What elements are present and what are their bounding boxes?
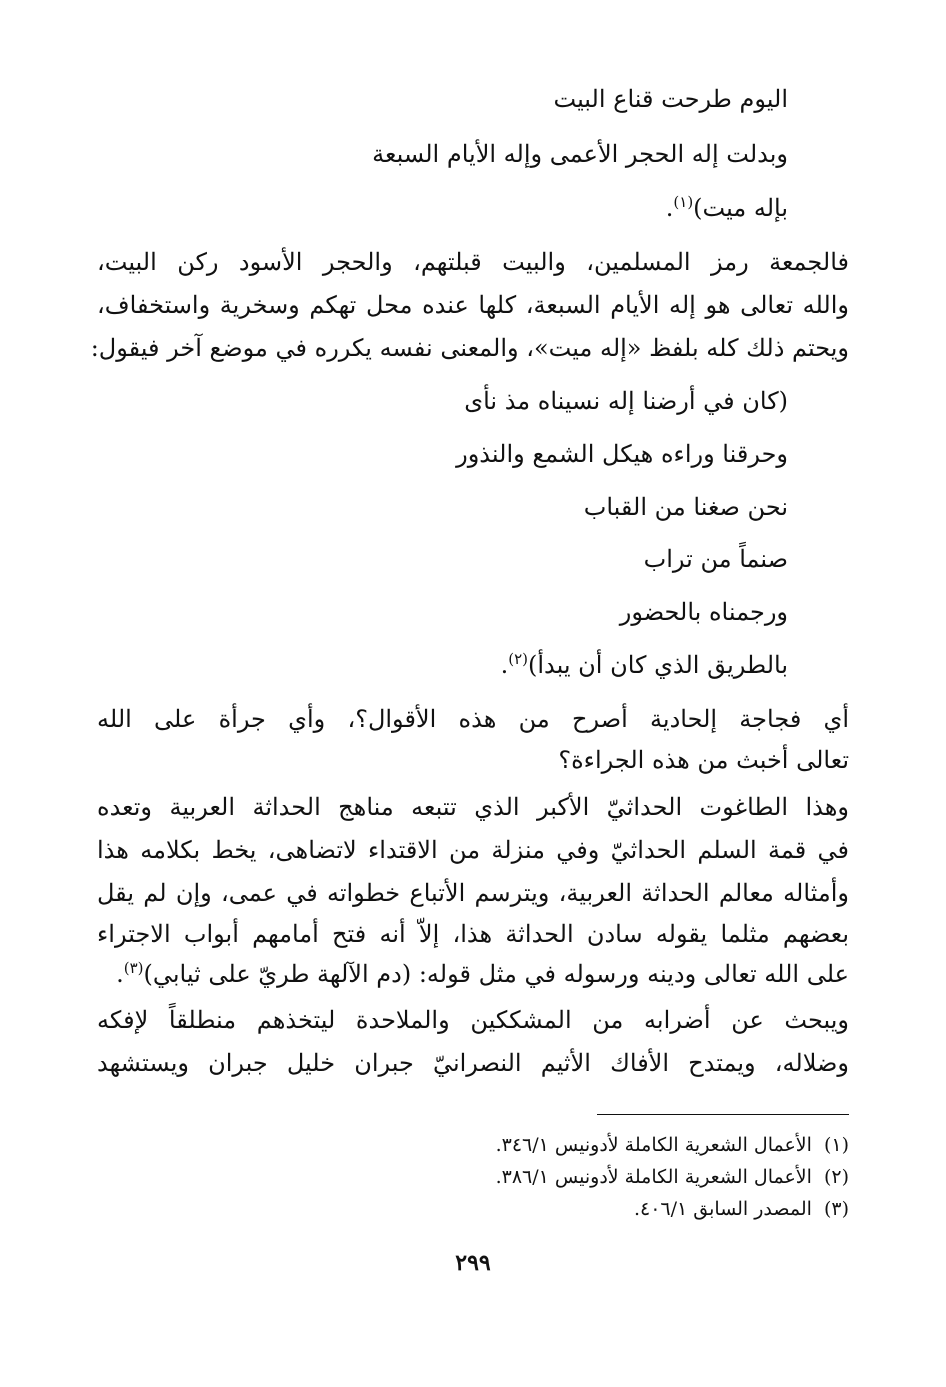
- body-line: [97, 917, 849, 951]
- verse-text: ورجمناه بالحضور: [619, 598, 788, 626]
- verse-line: [501, 648, 788, 682]
- body-line: [97, 876, 849, 910]
- verse-text: صنماً من تراب: [643, 545, 788, 573]
- body-text: والله تعالى هو إله الأيام السبعة، كلها عنده محل تهكم وسخرية واستخفاف،: [97, 291, 849, 319]
- verse-line: [372, 137, 788, 171]
- footnote: [496, 1163, 849, 1191]
- verse-line: [666, 191, 788, 225]
- verse-text: اليوم طرحت قناع البيت: [553, 85, 788, 113]
- footnote: [496, 1131, 849, 1159]
- body-line: [97, 1003, 849, 1037]
- footnote-number: (٢): [823, 1166, 849, 1188]
- body-line: [97, 790, 849, 824]
- body-line: [91, 331, 849, 365]
- verse-punct: .: [500, 651, 509, 679]
- footnote-ref: (١): [673, 193, 694, 211]
- body-line: [558, 743, 849, 777]
- footnote: [634, 1195, 849, 1223]
- verse-line: [584, 490, 788, 524]
- page-number: ٢٩٩: [455, 1250, 491, 1276]
- body-text: ويبحث عن أضرابه من المشككين والملاحدة ليتخذهم منطلقاً لإفكه: [97, 1006, 849, 1034]
- body-text: وأمثاله معالم الحداثة العربية، ويترسم الأتباع خطواته في عمى، وإن لم يقل: [97, 879, 849, 907]
- body-text: فالجمعة رمز المسلمين، والبيت قبلتهم، والحجر الأسود ركن البيت،: [97, 248, 849, 276]
- verse-text: بالطريق الذي كان أن يبدأ): [527, 651, 788, 679]
- body-line: [116, 957, 849, 991]
- verse-text: (كان في أرضنا إله نسيناه مذ نأى: [464, 387, 788, 415]
- verse-line: [620, 595, 788, 629]
- footnote-text: المصدر السابق ٤٠٦/١.: [633, 1198, 812, 1220]
- footnote-separator: [597, 1114, 849, 1115]
- verse-line: [644, 542, 788, 576]
- footnote-text: الأعمال الشعرية الكاملة لأدونيس ٣٨٦/١.: [495, 1166, 812, 1188]
- footnote-ref: (٣): [123, 959, 144, 977]
- verse-line: [554, 82, 789, 116]
- body-line: [97, 833, 849, 867]
- footnote-number: (٣): [823, 1198, 849, 1220]
- body-text: على الله تعالى ودينه ورسوله في مثل قوله: (دم الآلهة طريّ على ثيابي): [143, 960, 849, 988]
- body-text: وهذا الطاغوت الحداثيّ الأكبر الذي تتبعه مناهج الحداثة العربية وتعده: [97, 793, 849, 821]
- body-line: [97, 245, 849, 279]
- footnote-ref: (٢): [508, 650, 528, 668]
- verse-punct: .: [665, 194, 674, 222]
- body-text: بعضهم مثلما يقوله سادن الحداثة هذا، إلاّ أنه فتح أمامهم أبواب الاجتراء: [97, 920, 849, 948]
- footnote-text: الأعمال الشعرية الكاملة لأدونيس ٣٤٦/١.: [495, 1134, 812, 1156]
- body-line: [97, 1046, 849, 1080]
- verse-text: بإله ميت): [693, 194, 788, 222]
- verse-text: وحرقنا وراءه هيكل الشمع والنذور: [456, 440, 788, 468]
- verse-text: نحن صغنا من القباب: [583, 493, 788, 521]
- verse-text: وبدلت إله الحجر الأعمى وإله الأيام السبعة: [372, 140, 788, 168]
- body-text: في قمة السلم الحداثيّ وفي منزلة من الاقتداء لاتضاهى، يخط بكلامه هذا: [97, 836, 849, 864]
- body-text: أي فجاجة إلحادية أصرح من هذه الأقوال؟، وأي جرأة على الله: [97, 705, 849, 733]
- body-line: [97, 288, 849, 322]
- verse-line: [464, 384, 788, 418]
- body-line: [97, 702, 849, 736]
- body-text: وضلاله، ويمتدح الأفاك الأثيم النصرانيّ جبران خليل جبران ويستشهد: [97, 1049, 849, 1077]
- footnote-number: (١): [823, 1134, 849, 1156]
- body-text: ويحتم ذلك كله بلفظ «إله ميت»، والمعنى نفسه يكرره في موضع آخر فيقول:: [90, 334, 849, 362]
- body-text: تعالى أخبث من هذه الجراءة؟: [558, 746, 849, 774]
- verse-line: [456, 437, 788, 471]
- body-punct: .: [116, 960, 124, 988]
